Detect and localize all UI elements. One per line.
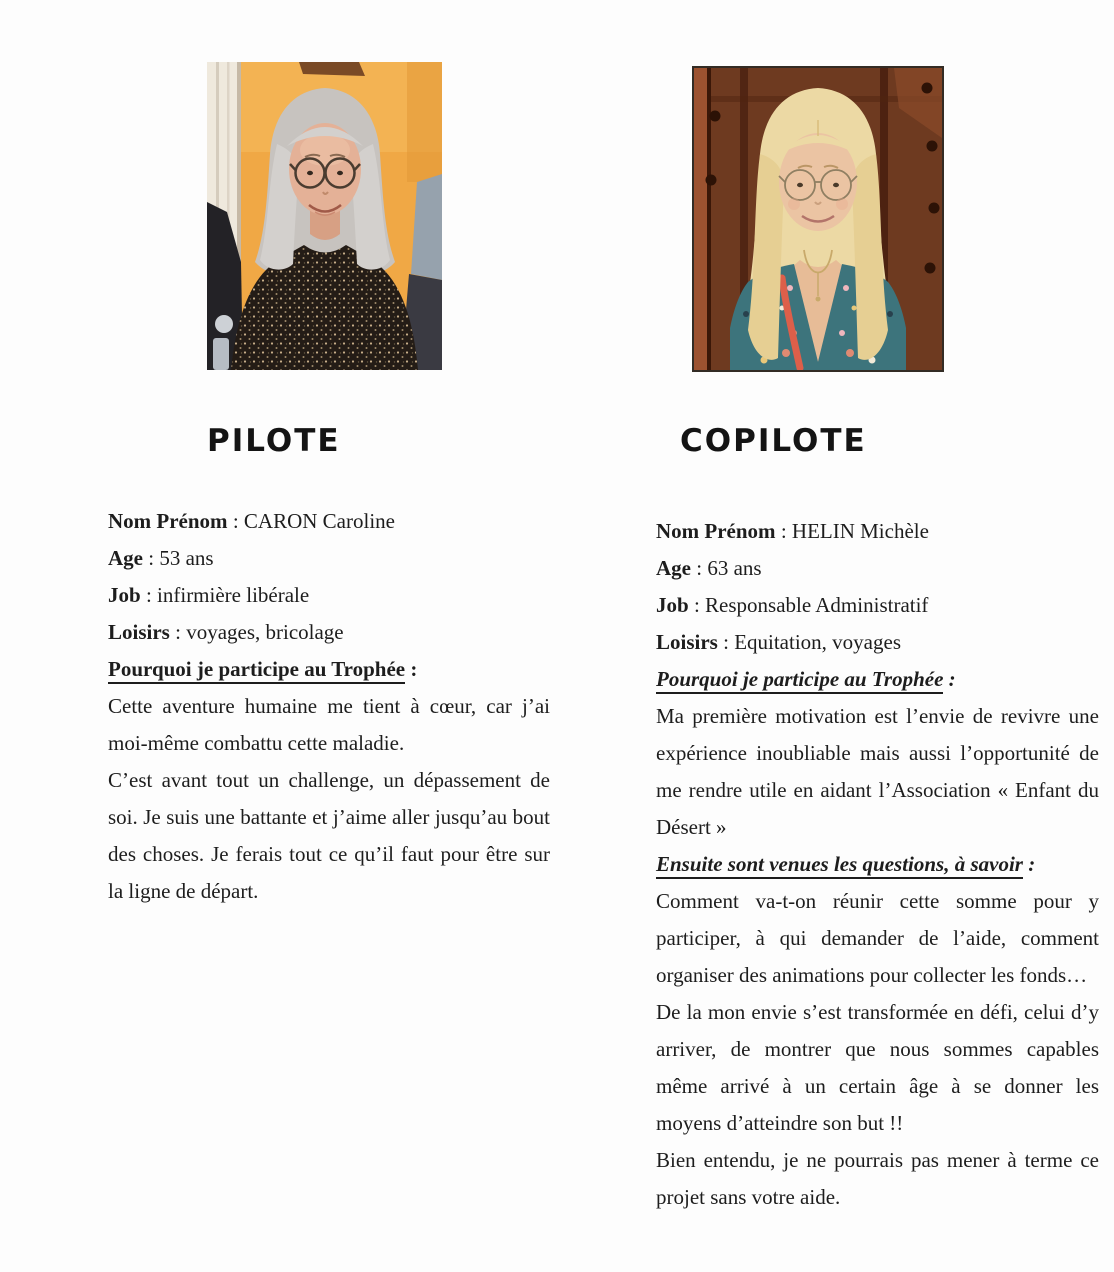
pilot-paragraph-2: C’est avant tout un challenge, un dépassement de soi. Je suis une battante et j’aime aller jusqu’au bout des choses. Je ferais tout ce qu’il faut pour être sur la ligne de départ. xyxy=(108,768,550,903)
field-value: infirmière libérale xyxy=(157,583,310,607)
copilot-paragraph-3: De la mon envie s’est transformée en défi, celui d’y arriver, de montrer que nous sommes capables même arrivé à un certain âge à se donner les moyens d’atteindre son but !! xyxy=(656,1000,1099,1135)
eye-right xyxy=(337,171,343,175)
copilot-questions-heading xyxy=(656,846,1099,883)
heading-colon: : xyxy=(943,667,956,691)
pilot-field-nom xyxy=(108,503,550,540)
field-label: Age xyxy=(656,556,691,580)
copilot-paragraph-4: Bien entendu, je ne pourrais pas mener à terme ce projet sans votre aide. xyxy=(656,1148,1099,1209)
field-value: 53 ans xyxy=(159,546,214,570)
copilot-field-loisirs xyxy=(656,624,1099,661)
field-separator: : xyxy=(717,630,735,654)
copilot-field-age xyxy=(656,550,1099,587)
field-label: Job xyxy=(108,583,141,607)
copilot-paragraph-2: Comment va-t-on réunir cette somme pour y participer, à qui demander de l’aide, comment organiser des animations pour collecter les fonds… xyxy=(656,889,1099,987)
pilot-photo xyxy=(207,62,442,370)
copilot-details xyxy=(656,513,1099,1216)
field-value: Responsable Administratif xyxy=(705,593,929,617)
door-edge xyxy=(694,68,707,370)
pilot-details xyxy=(108,503,550,910)
copilot-paragraph-1: Ma première motivation est l’envie de revivre une expérience inoubliable mais aussi l’opportunité de me rendre utile en aidant l’Association « Enfant du Désert » xyxy=(656,704,1099,839)
pilot-field-age xyxy=(108,540,550,577)
heading-underlined-text: Pourquoi je participe au Trophée xyxy=(656,667,943,694)
heading-underlined-text: Ensuite sont venues les questions, à savoir xyxy=(656,852,1023,879)
eye-right xyxy=(833,183,839,187)
eye-left xyxy=(797,183,803,187)
field-label: Loisirs xyxy=(656,630,718,654)
field-separator: : xyxy=(688,593,706,617)
field-label: Nom Prénom xyxy=(108,509,228,533)
pilot-field-loisirs xyxy=(108,614,550,651)
heading-colon: : xyxy=(405,657,418,681)
copilot-title: COPILOTE xyxy=(680,423,867,459)
pilot-title: PILOTE xyxy=(207,423,341,459)
field-label: Nom Prénom xyxy=(656,519,776,543)
pilot-portrait-illustration xyxy=(207,62,442,370)
pilot-field-job xyxy=(108,577,550,614)
field-value: voyages, bricolage xyxy=(186,620,344,644)
wall-beam xyxy=(299,62,365,76)
field-separator: : xyxy=(169,620,187,644)
pilot-why-heading xyxy=(108,651,550,688)
pendant xyxy=(816,297,821,302)
pilot-paragraph-1: Cette aventure humaine me tient à cœur, car j’ai moi-même combattu cette maladie. xyxy=(108,694,550,755)
heading-colon: : xyxy=(1022,852,1036,876)
field-value: Equitation, voyages xyxy=(734,630,901,654)
eye-left xyxy=(307,171,313,175)
heading-underlined-text: Pourquoi je participe au Trophée xyxy=(108,657,405,684)
field-label: Loisirs xyxy=(108,620,170,644)
field-separator: : xyxy=(227,509,244,533)
field-value: 63 ans xyxy=(707,556,762,580)
field-separator: : xyxy=(143,546,160,570)
field-separator: : xyxy=(691,556,708,580)
copilot-why-heading xyxy=(656,661,1099,698)
field-label: Age xyxy=(108,546,143,570)
field-separator: : xyxy=(775,519,792,543)
field-value: HELIN Michèle xyxy=(791,519,929,543)
copilot-field-nom xyxy=(656,513,1099,550)
field-value: CARON Caroline xyxy=(243,509,395,533)
field-label: Job xyxy=(656,593,689,617)
copilot-portrait-illustration xyxy=(694,68,942,370)
field-separator: : xyxy=(140,583,158,607)
copilot-field-job xyxy=(656,587,1099,624)
copilot-photo xyxy=(692,66,944,372)
